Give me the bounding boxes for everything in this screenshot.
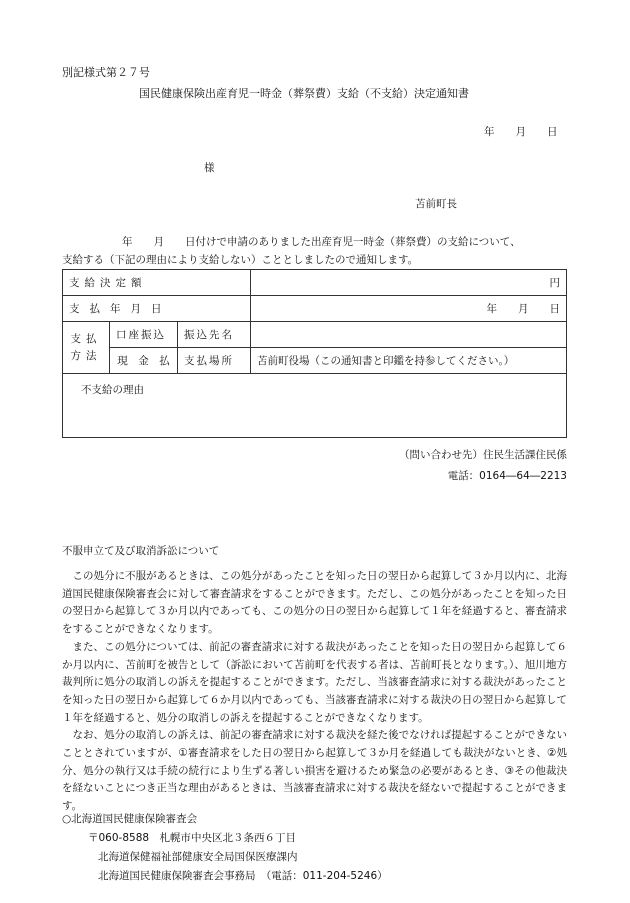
- document-title: 国民健康保険出産育児一時金（葬祭費）支給（不支給）決定通知書: [139, 87, 469, 100]
- transfer-dest-label: 振込先名: [178, 322, 251, 348]
- payment-date-value: 年 月 日: [251, 296, 567, 322]
- issuer-name: 苫前町長: [415, 198, 457, 210]
- council-department: 北海道保健福祉部健康安全局国保医療課内: [98, 851, 298, 863]
- payment-place-value: 苫前町役場（この通知書と印鑑を持参してください。）: [251, 348, 567, 374]
- council-address: 〒060-8588 札幌市中央区北３条西６丁目: [88, 832, 297, 844]
- payment-date-label: 支払年月日: [63, 296, 251, 322]
- decision-table: [62, 269, 567, 438]
- payment-method-label-2: 方法: [70, 349, 102, 362]
- appeal-paragraph: なお、処分の取消しの訴えは、前記の審査請求に対する裁決を経た後でなければ提起することができないこととされていますが、①審査請求をした日の翌日から起算して３か月を経過しても裁決がないとき、②処分、処分の執行又は手続の続行により生ずる著しい損害を避けるため緊急の必要があるとき、③その他裁決を経ないことにつき正当な理由があるときは、当該審査請求に対する裁決を経ないで提起することができます。: [62, 729, 567, 813]
- appeal-heading: 不服申立て及び取消訴訟について: [62, 545, 220, 557]
- contact-info: （問い合わせ先）住民生活課住民係: [399, 449, 567, 461]
- nonpayment-reason: [63, 374, 567, 438]
- amount-label: 支給決定額: [63, 270, 251, 296]
- appeal-body: [62, 568, 567, 816]
- payment-method-label: [63, 322, 110, 374]
- transfer-label: 口座振込: [110, 322, 178, 348]
- form-number: 別記様式第２７号: [62, 66, 150, 79]
- cash-label: 現 金 払: [110, 348, 178, 374]
- payment-method-label-1: 支払: [70, 332, 102, 345]
- council-office: 北海道国民健康保険審査会事務局 （電話：011-204-5246）: [98, 870, 388, 882]
- payment-place-label: 支払場所: [178, 348, 251, 374]
- issue-date: 年 月 日: [484, 126, 558, 138]
- amount-unit: 円: [251, 270, 567, 296]
- appeal-paragraph: この処分に不服があるときは、この処分があったことを知った日の翌日から起算して３か月以内に、北海道国民健康保険審査会に対して審査請求をすることができます。ただし、この処分があったことを知った日の翌日から起算して３か月以内であっても、この処分の日の翌日から起算して１年を経過すると、審査請求をすることができなくなります。: [62, 570, 567, 636]
- transfer-dest-value: [251, 322, 567, 348]
- council-name: ○北海道国民健康保険審査会: [62, 813, 198, 825]
- intro-line-2: 支給する（下記の理由により支給しない）こととしましたので通知します。: [62, 254, 419, 266]
- appeal-paragraph: また、この処分については、前記の審査請求に対する裁決があったことを知った日の翌日から起算して６か月以内に、苫前町を被告として（訴訟において苫前町を代表する者は、苫前町長となります。）、旭川地方裁判所に処分の取消しの訴えを提起することができます。ただし、当該審査請求に対する裁決があったことを知った日の翌日から起算して６か月以内であっても、当該審査請求に対する裁決の日の翌日から起算して１年を経過すると、処分の取消しの訴えを提起することができなくなります。: [62, 640, 567, 724]
- addressee-suffix: 様: [204, 162, 215, 174]
- nonpayment-reason-label: 不支給の理由: [81, 384, 144, 396]
- intro-line-1: 年 月 日付けで申請のありました出産育児一時金（葬祭費）の支給について、: [122, 236, 521, 248]
- contact-phone: 電話：0164―64―2213: [447, 470, 567, 482]
